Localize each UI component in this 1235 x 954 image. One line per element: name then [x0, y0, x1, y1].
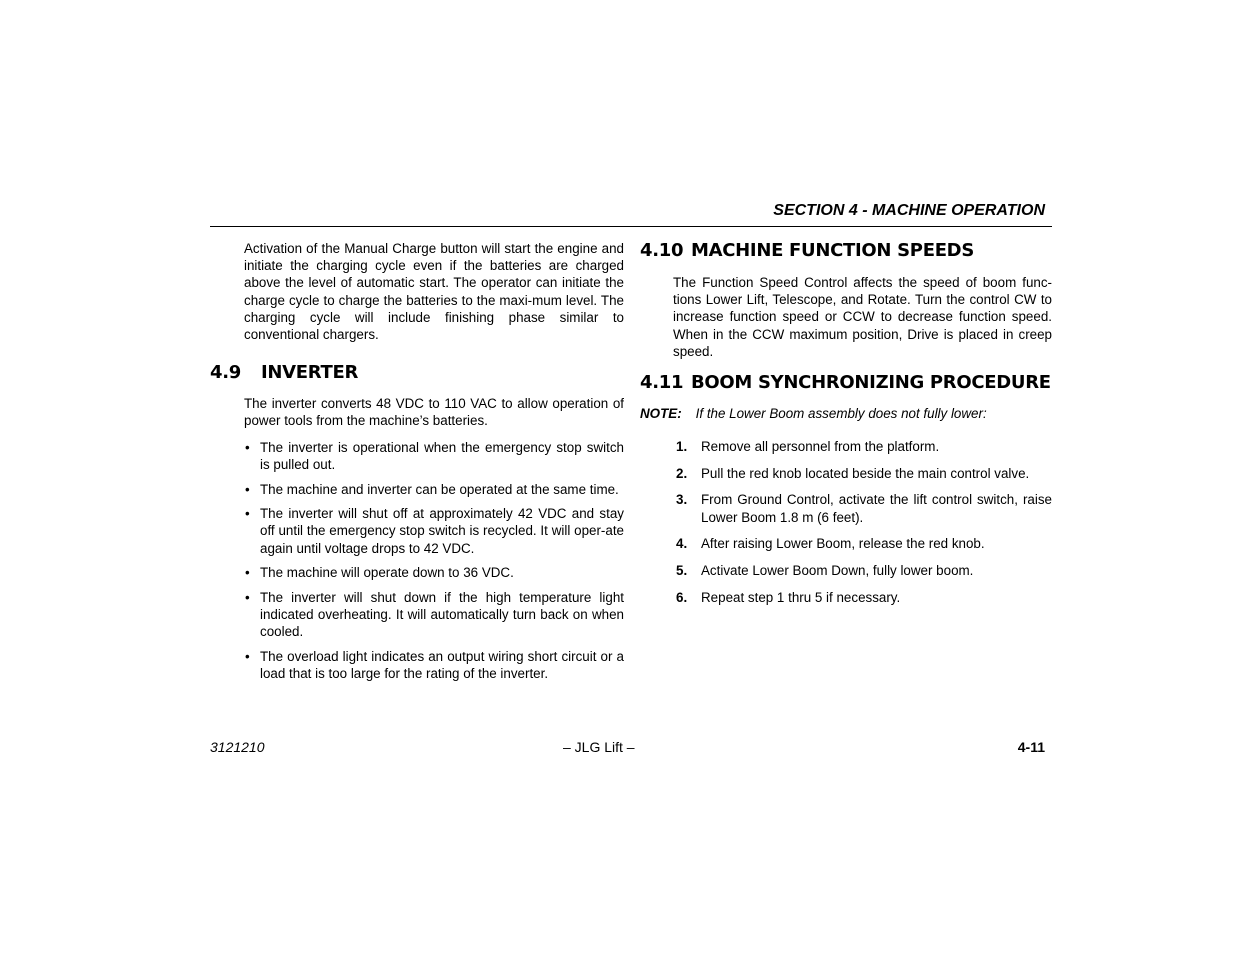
step-number: 6.	[676, 589, 688, 605]
list-item: • The inverter is operational when the emergency stop switch is pulled out.	[245, 439, 624, 472]
step-number: 3.	[676, 492, 688, 508]
note-label: NOTE:	[640, 406, 682, 422]
section-4-9-heading	[210, 362, 624, 383]
function-speeds-paragraph: The Function Speed Control affects the speed of boom func-tions Lower Lift, Telescope, and Rotate. Turn the control CW to increase function speed or CCW to decrease function speed. When in the CCW maximum position, Drive is placed in creep speed.	[673, 275, 1052, 359]
list-item: • The machine will operate down to 36 VDC.	[245, 565, 514, 581]
list-item: 3. From Ground Control, activate the lift control switch, raise Lower Boom 1.8 m (6 feet).	[676, 492, 1052, 525]
list-item: • The inverter will shut off at approximately 42 VDC and stay off until the emergency stop switch is recycled. It will oper-ate again until voltage drops to 42 VDC.	[245, 506, 624, 556]
section-number: 4.9	[210, 362, 241, 384]
bullet-icon: •	[245, 481, 250, 497]
section-title: BOOM SYNCHRONIZING PROCEDURE	[691, 372, 1051, 394]
page-header-title: SECTION 4 - MACHINE OPERATION	[773, 202, 1045, 219]
inverter-bullet-list	[244, 439, 624, 683]
step-number: 2.	[676, 465, 688, 481]
list-item: • The inverter will shut down if the high temperature light indicated overheating. It will automatically turn back on when cooled.	[245, 590, 624, 640]
bullet-icon: •	[245, 590, 250, 606]
bullet-icon: •	[245, 506, 250, 522]
procedure-steps	[676, 438, 1052, 606]
section-title: MACHINE FUNCTION SPEEDS	[691, 240, 974, 261]
note	[640, 406, 1052, 421]
step-number: 5.	[676, 563, 688, 579]
intro-paragraph: Activation of the Manual Charge button will start the engine and initiate the charging cycle even if the batteries are charged above the level of automatic start. The operator can initiate the charge cycle to charge the batteries to the maxi-mum level. The charging cycle will include finishing phase similar to conventional chargers.	[244, 241, 624, 343]
section-title: INVERTER	[261, 362, 359, 384]
step-number: 1.	[676, 439, 688, 455]
list-item: 5. Activate Lower Boom Down, fully lower boom.	[676, 563, 974, 579]
list-item: 6. Repeat step 1 thru 5 if necessary.	[676, 589, 901, 605]
section-4-11-heading	[640, 372, 1052, 393]
footer-page-number: 4-11	[1017, 739, 1045, 755]
list-item: • The machine and inverter can be operated at the same time.	[245, 481, 619, 497]
list-item: • The overload light indicates an output wiring short circuit or a load that is too large for the rating of the inverter.	[245, 649, 624, 682]
left-column	[210, 240, 624, 690]
bullet-icon: •	[245, 565, 250, 581]
section-number: 4.11	[640, 372, 684, 394]
header-rule	[210, 226, 1052, 227]
bullet-icon: •	[245, 649, 250, 665]
section-number: 4.10	[640, 240, 684, 261]
list-item: 2. Pull the red knob located beside the main control valve.	[676, 465, 1030, 481]
footer-publisher: – JLG Lift –	[563, 739, 635, 755]
right-column	[640, 240, 1052, 615]
note-text: If the Lower Boom assembly does not fully lower:	[695, 406, 987, 422]
bullet-icon: •	[245, 439, 250, 455]
section-4-10-heading	[640, 240, 1052, 261]
footer-doc-number: 3121210	[210, 739, 265, 755]
step-number: 4.	[676, 536, 688, 552]
list-item: 1. Remove all personnel from the platform.	[676, 439, 940, 455]
list-item: 4. After raising Lower Boom, release the red knob.	[676, 536, 985, 552]
inverter-paragraph: The inverter converts 48 VDC to 110 VAC to allow operation of power tools from the machine’s batteries.	[244, 396, 624, 429]
